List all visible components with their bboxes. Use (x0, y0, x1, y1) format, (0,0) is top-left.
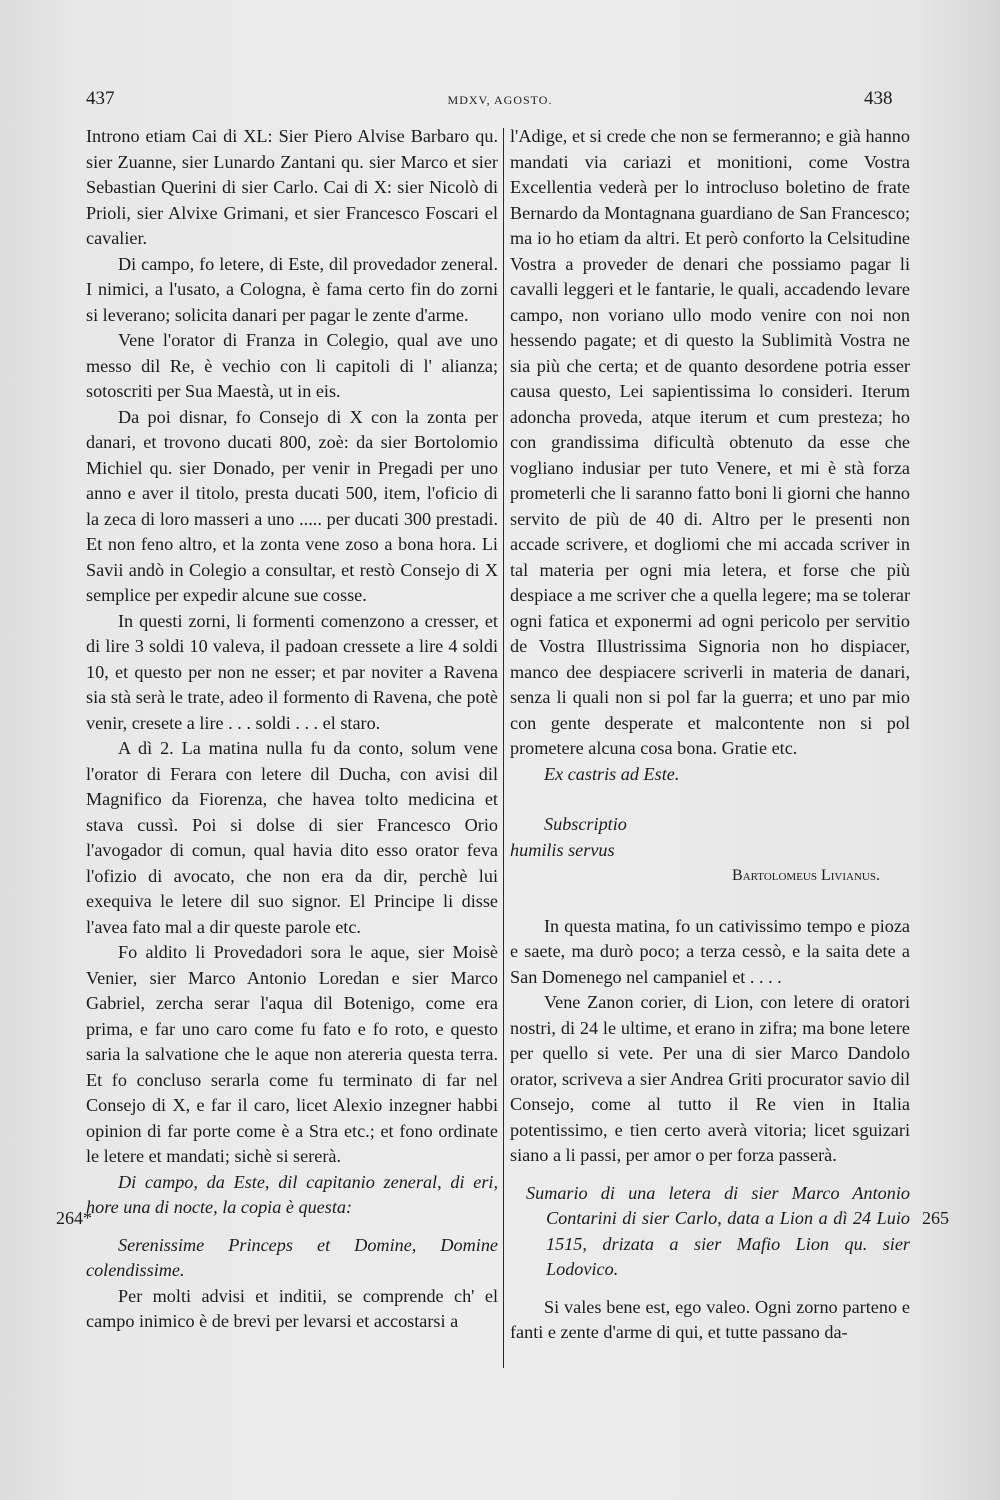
signature-name: Bartolomeus Livianus. (732, 867, 880, 884)
summary-heading: Sumario di una letera di sier Marco Antonio Contarini di sier Carlo, data a Lion a dì 24 Luio 1515, drizata a sier Mafio Lion qu. sier Lodovico. (526, 1182, 910, 1279)
margin-number-right: 265 (922, 1208, 949, 1228)
page-header (0, 88, 1000, 118)
salutation: Serenissime Princeps et Domine, Domine colendissime. (86, 1234, 498, 1280)
letter-place: Ex castris ad Este. (544, 763, 680, 784)
paragraph: Fo aldito li Provedadori sora le aque, sier Moisè Venier, sier Marco Antonio Loredan e sier Marco Gabriel, zercha serar l'aqua dil Botenigo, come era prima, e far uno caro come fu fato e fo roto, e questo saria la salvatione che le aque non atereria questa terra. Et fo concluso serarla come fu terminato di far nel Consejo di X, e far il caro, licet Alexio inzegner habbi opinion di far porte come è a Stra etc.; et fono ordinate le letere et mandati; sichè si sererà. (86, 942, 498, 1166)
page-number-right: 438 (864, 88, 893, 109)
signature-line: humilis servus (510, 839, 615, 860)
paragraph: l'Adige, et si crede che non se fermeranno; e già hanno mandati via cariazi et monitioni, come Vostra Excellentia vederà per lo introcluso boletino de frate Bernardo da Montagnana guardiano de San Francesco; ma io ho etiam da altri. Et però conforto la Celsitudine Vostra a proveder de denari che possiamo pagar li cavalli leggeri et le fantarie, le quali, accadendo levare campo, non voriano ullo modo venire con noi non hessendo pagate; et di questo la Sublimità Vostra ne sia più che certa; et de quanto desordene potria esser causa questo, Lei sapientissima lo consideri. Iterum adoncha proveda, atque iterum et cum presteza; ho con grandissima dificultà obtenuto da esse che vogliano indusiar per tuto Venere, et mi è stà forza prometerli che li saranno fatto boni li giorni che hanno servito de più de 40 di. Altro per le presenti non accade scrivere, et dogliomi che mi accada scriver in tal materia per ogni mia letera, et forse che più despiace a me scriver che a quella legere; ma se tolerar ogni fatica et exponermi ad ogni pericolo per servitio de Vostra Illustrissima Signoria non ho dispiacer, manco dee despiacere scriverli in materia de danari, senza li quali non si pol far la guerra; et uno par mio con gente desperate et malcontente non si pol prometere alcuna cosa bona. Gratie etc. (510, 126, 910, 758)
paragraph: A dì 2. La matina nulla fu da conto, solum vene l'orator di Ferara con letere dil Ducha, con avisi dil Magnifico da Fiorenza, che havea tolto medicina et stava cussì. Poi si dolse di sier Francesco Orio l'avogador di comun, qual havia dito esso orator feva l'ofizio di avocato, che non era da dir, perchè lui exequiva le letere dil suo signor. El Principe li disse l'avea fato mal a dir queste parole etc. (86, 738, 498, 937)
column-rule (503, 128, 504, 1368)
paragraph: In questi zorni, li formenti comenzono a cresser, et di lire 3 soldi 10 valeva, il padoan cressete a lire 4 soldi 10, et questo per non ne esser; et par noviter a Ravena sia stà serà le trate, adeo il formento di Ravena, che potè venir, cresete a lire . . . soldi . . . el staro. (86, 610, 498, 733)
paragraph: Per molti advisi et inditii, se comprende ch' el campo inimico è de brevi per levarsi et accostarsi a (86, 1285, 498, 1331)
subscriptio-label: Subscriptio (544, 814, 627, 834)
letter-heading: Di campo, da Este, dil capitanio zeneral, di eri, hore una di nocte, la copia è questa: (86, 1171, 498, 1217)
paragraph: In questa matina, fo un cativissimo tempo e pioza e saete, ma durò poco; a terza cessò, e la saita dete a San Domenego nel campaniel et . . . . (510, 915, 910, 987)
running-head: MDXV, AGOSTO. (447, 93, 553, 107)
left-column (86, 124, 498, 1335)
right-column (510, 124, 910, 1346)
paragraph: Introno etiam Cai di XL: Sier Piero Alvise Barbaro qu. sier Zuanne, sier Lunardo Zantani qu. sier Marco et sier Sebastian Querini di sier Carlo. Cai di X: sier Nicolò di Prioli, sier Alvixe Grimani, et sier Francesco Foscari el cavalier. (86, 126, 498, 248)
page-number-left: 437 (86, 88, 115, 109)
paragraph: Si vales bene est, ego valeo. Ogni zorno parteno e fanti e zente d'arme di qui, et tutte passano da- (510, 1296, 910, 1342)
paragraph: Vene l'orator di Franza in Colegio, qual ave uno messo dil Re, è vechio con li capitoli di l' alianza; sotoscriti per Sua Maestà, ut in eis. (86, 330, 498, 401)
paragraph: Da poi disnar, fo Consejo di X con la zonta per danari, et trovono ducati 800, zoè: da sier Bortolomio Michiel qu. sier Donado, per venir in Pregadi per uno anno e aver il titolo, presta ducati 500, item, l'oficio di la zeca di loro masseri a uno ..... per ducati 300 prestadi. Et non feno altro, et la zonta vene zoso a bona hora. Li Savii andò in Colegio a consultar, et restò Consejo di X semplice per expedir alcune sue cosse. (86, 406, 498, 605)
paragraph: Vene Zanon corier, di Lion, con letere di oratori nostri, di 24 le ultime, et erano in zifra; ma bone letere per quello si vete. Per una di sier Marco Dandolo orator, scriveva a sier Andrea Griti procurator savio dil Consejo, come al tutto il Re vien in Italia potentissimo, e tien certo averà vitoria; licet sguizari siano a li passi, per amor o per forza passerà. (510, 992, 910, 1165)
paragraph: Di campo, fo letere, di Este, dil provedador zeneral. I nimici, a l'usato, a Cologna, è fama certo fin do zorni si leverano; solicita danari per pagar le zente d'arme. (86, 253, 498, 325)
margin-number-left: 264* (56, 1208, 92, 1228)
